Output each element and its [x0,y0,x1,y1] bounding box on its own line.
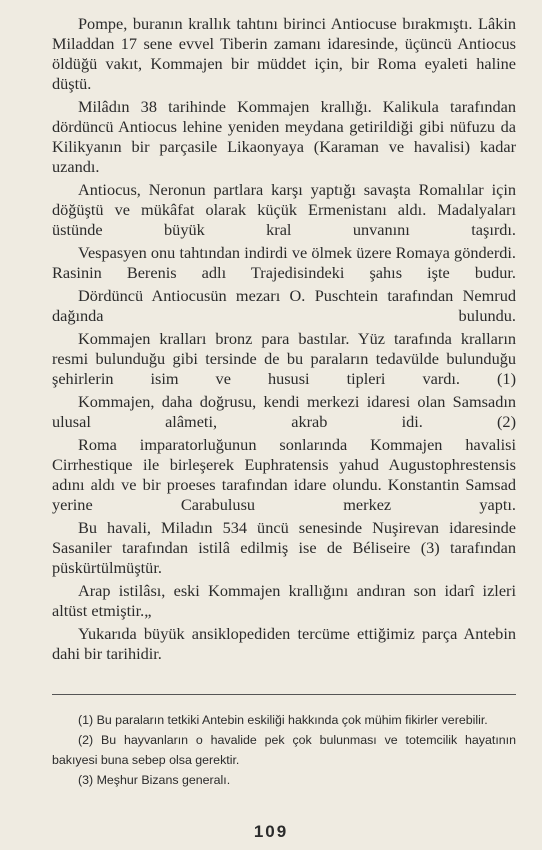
paragraph-3: Antiocus, Neronun partlara karşı yaptığı savaşta Romalılar için döğüştü ve mükâfat olarak küçük Ermenistanı aldı. Madalyaları üstünde büyük kral unvanını taşırdı. [52,180,516,239]
paragraph-10: Arap istilâsı, eski Kommajen krallığını andıran son idarî izleri altüst etmiştir.„ [52,581,516,620]
footnote-2: (2) Bu hayvanların o havalide pek çok bulunması ve totemcilik hayatının bakıyesi buna sebep olsa gerektir. [52,733,516,767]
paragraph-4: Vespasyen onu tahtından indirdi ve ölmek üzere Romaya gönderdi. Rasinin Berenis adlı Trajedisindeki şahıs işte budur. [52,243,516,282]
paragraph-5: Dördüncü Antiocusün mezarı O. Puschtein tarafından Nemrud dağında bulundu. [52,286,516,325]
paragraph-8: Roma imparatorluğunun sonlarında Kommajen havalisi Cirrhestique ile birleşerek Euphratensis yahud Augustophrestensis adını aldı ve bir proeses tarafından idare olundu. Konstantin Samsad yerine Carabulusu merkez yaptı. [52,435,516,514]
page-number: 109 [253,822,289,841]
footnotes [52,710,516,790]
paragraph-7: Kommajen, daha doğrusu, kendi merkezi idaresi olan Samsadın ulusal alâmeti, akrab idi. (2) [52,392,516,431]
footnote-divider [52,694,516,695]
paragraph-9: Bu havali, Miladın 534 üncü senesinde Nuşirevan idaresinde Sasaniler tarafından istilâ edilmiş ise de Béliseire (3) tarafından püskürtülmüştür. [52,518,516,577]
paragraph-1: Pompe, buranın krallık tahtını birinci Antiocuse bırakmıştı. Lâkin Miladdan 17 sene evvel Tiberin zamanı idaresinde, üçüncü Antiocus öldüğü vakıt, Kommajen bir müddet için, bir Roma eyaleti haline düştü. [52,14,516,93]
footnote-3: (3) Meşhur Bizans generalı. [78,773,231,787]
paragraph-11: Yukarıda büyük ansiklopediden tercüme ettiğimiz parça Antebin dahi bir tarihidir. [52,624,516,663]
footnote-1: (1) Bu paraların tetkiki Antebin eskiliği hakkında çok mühim fikirler verebilir. [78,713,488,727]
body-text [52,14,516,667]
paragraph-6: Kommajen kralları bronz para bastılar. Yüz tarafında kralların resmi bulunduğu gibi tersinde de bu paraların tedavülde bulunduğu şehirlerin isim ve hususi tipleri vardı. (1) [52,329,516,388]
paragraph-2: Milâdın 38 tarihinde Kommajen krallığı. Kalikula tarafından dördüncü Antiocus lehine yeniden meydana getirildiği gibi nüfuzu da Kilikyanın bir parçasile Likaonyaya (Karaman ve havalisi) kadar uzandı. [52,97,516,176]
